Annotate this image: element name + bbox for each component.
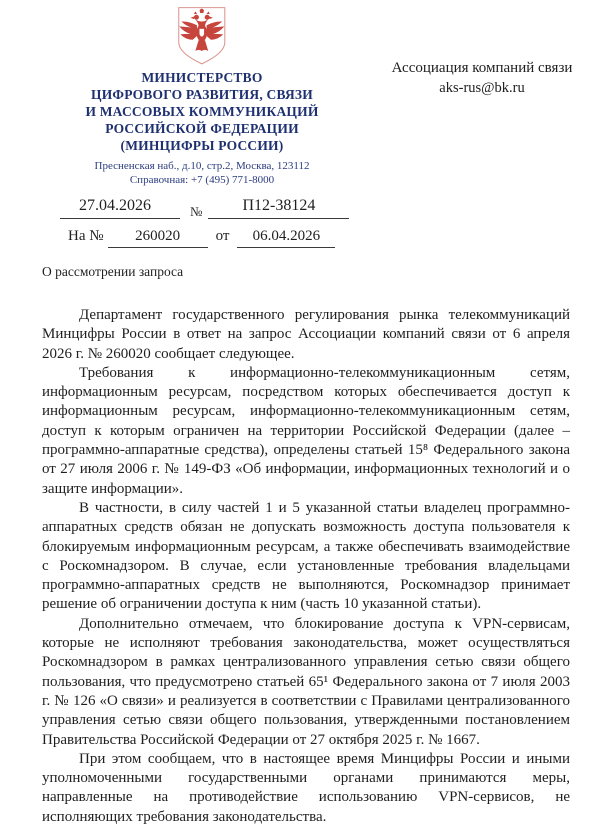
address-line: Пресненская наб., д.10, стр.2, Москва, 123112: [94, 160, 310, 172]
from-label: от: [215, 228, 230, 244]
russia-coat-of-arms-icon: [46, 6, 358, 66]
body-paragraph: Требования к информационно-телекоммуникационным сетям, информационным ресурсам, посредством которых обеспечивается доступ к информационным ресурсам, информационно-телекоммуникационным сетям, доступ к которым ограничен на территории Российской Федерации (далее – программно-аппаратные средства), определены статьей 15⁸ Федерального закона от 27 июля 2006 г. № 149-ФЗ «Об информации, информационных технологий и о защите информации».: [42, 364, 570, 497]
ministry-name-line: ЦИФРОВОГО РАЗВИТИЯ, СВЯЗИ: [91, 87, 313, 102]
outgoing-reference-row: [60, 197, 358, 219]
reply-prefix-label: На №: [68, 228, 104, 244]
ministry-name-line: РОССИЙСКОЙ ФЕДЕРАЦИИ: [105, 121, 299, 136]
incoming-reference-row: [60, 228, 358, 248]
number-sign-label: №: [190, 204, 203, 219]
letter-body: [42, 306, 570, 827]
body-paragraph: В частности, в силу частей 1 и 5 указанной статьи владелец программно-аппаратных средств обязан не допускать возможность доступа пользователя к блокируемым информационным ресурсам, а также обеспечивать взаимодействие с Роскомнадзором. В случае, если установленные требования владельцами программно-аппаратных средств не выполняются, Роскомнадзор принимает решение об ограничении доступа к ним (часть 10 указанной статьи).: [42, 499, 570, 613]
ministry-name-line: МИНИСТЕРСТВО: [141, 70, 263, 85]
ministry-name-line: И МАССОВЫХ КОММУНИКАЦИЙ: [85, 104, 319, 119]
reference-block: [46, 197, 358, 248]
body-paragraph: Дополнительно отмечаем, что блокирование доступа к VPN-сервисам, которые не исполняют требования законодательства, может осуществляться Роскомнадзором в рамках централизованного управления сетью связи общего пользования, что предусмотрено статьей 65¹ Федерального закона от 7 июля 2003 г. № 126 «О связи» и реализуется в соответствии с Правилами централизованного управления сетью связи общего пользования, утвержденными постановлением Правительства Российской Федерации от 27 октября 2025 г. № 1667.: [42, 615, 570, 748]
ministry-name-line: (МИНЦИФРЫ РОССИИ): [120, 138, 284, 153]
letter-subject: О рассмотрении запроса: [42, 264, 184, 279]
body-paragraph: При этом сообщаем, что в настоящее время Минцифры России и иными уполномоченными государственными органами принимаются меры, направленные на противодействие использованию VPN-сервисов, не исполняющих требования законодательства.: [42, 750, 570, 825]
ministry-address: [46, 160, 358, 187]
body-paragraph: Департамент государственного регулирования рынка телекоммуникаций Минцифры России в ответ на запрос Ассоциации компаний связи от 6 апреля 2026 г. № 260020 сообщает следующее.: [42, 307, 570, 362]
letter-number: П12-38124: [208, 197, 349, 219]
letterhead: [0, 0, 606, 248]
phone-line: Справочная: +7 (495) 771-8000: [129, 173, 275, 186]
letterhead-left-column: [46, 6, 358, 248]
recipient-email: aks-rus@bk.ru: [439, 80, 525, 96]
ministry-name: [46, 69, 358, 154]
incoming-date: 06.04.2026: [237, 228, 335, 248]
letter-date: 27.04.2026: [60, 197, 180, 219]
recipient-name: Ассоциация компаний связи: [391, 60, 573, 76]
recipient-block: [358, 6, 606, 248]
incoming-number: 260020: [108, 228, 208, 248]
